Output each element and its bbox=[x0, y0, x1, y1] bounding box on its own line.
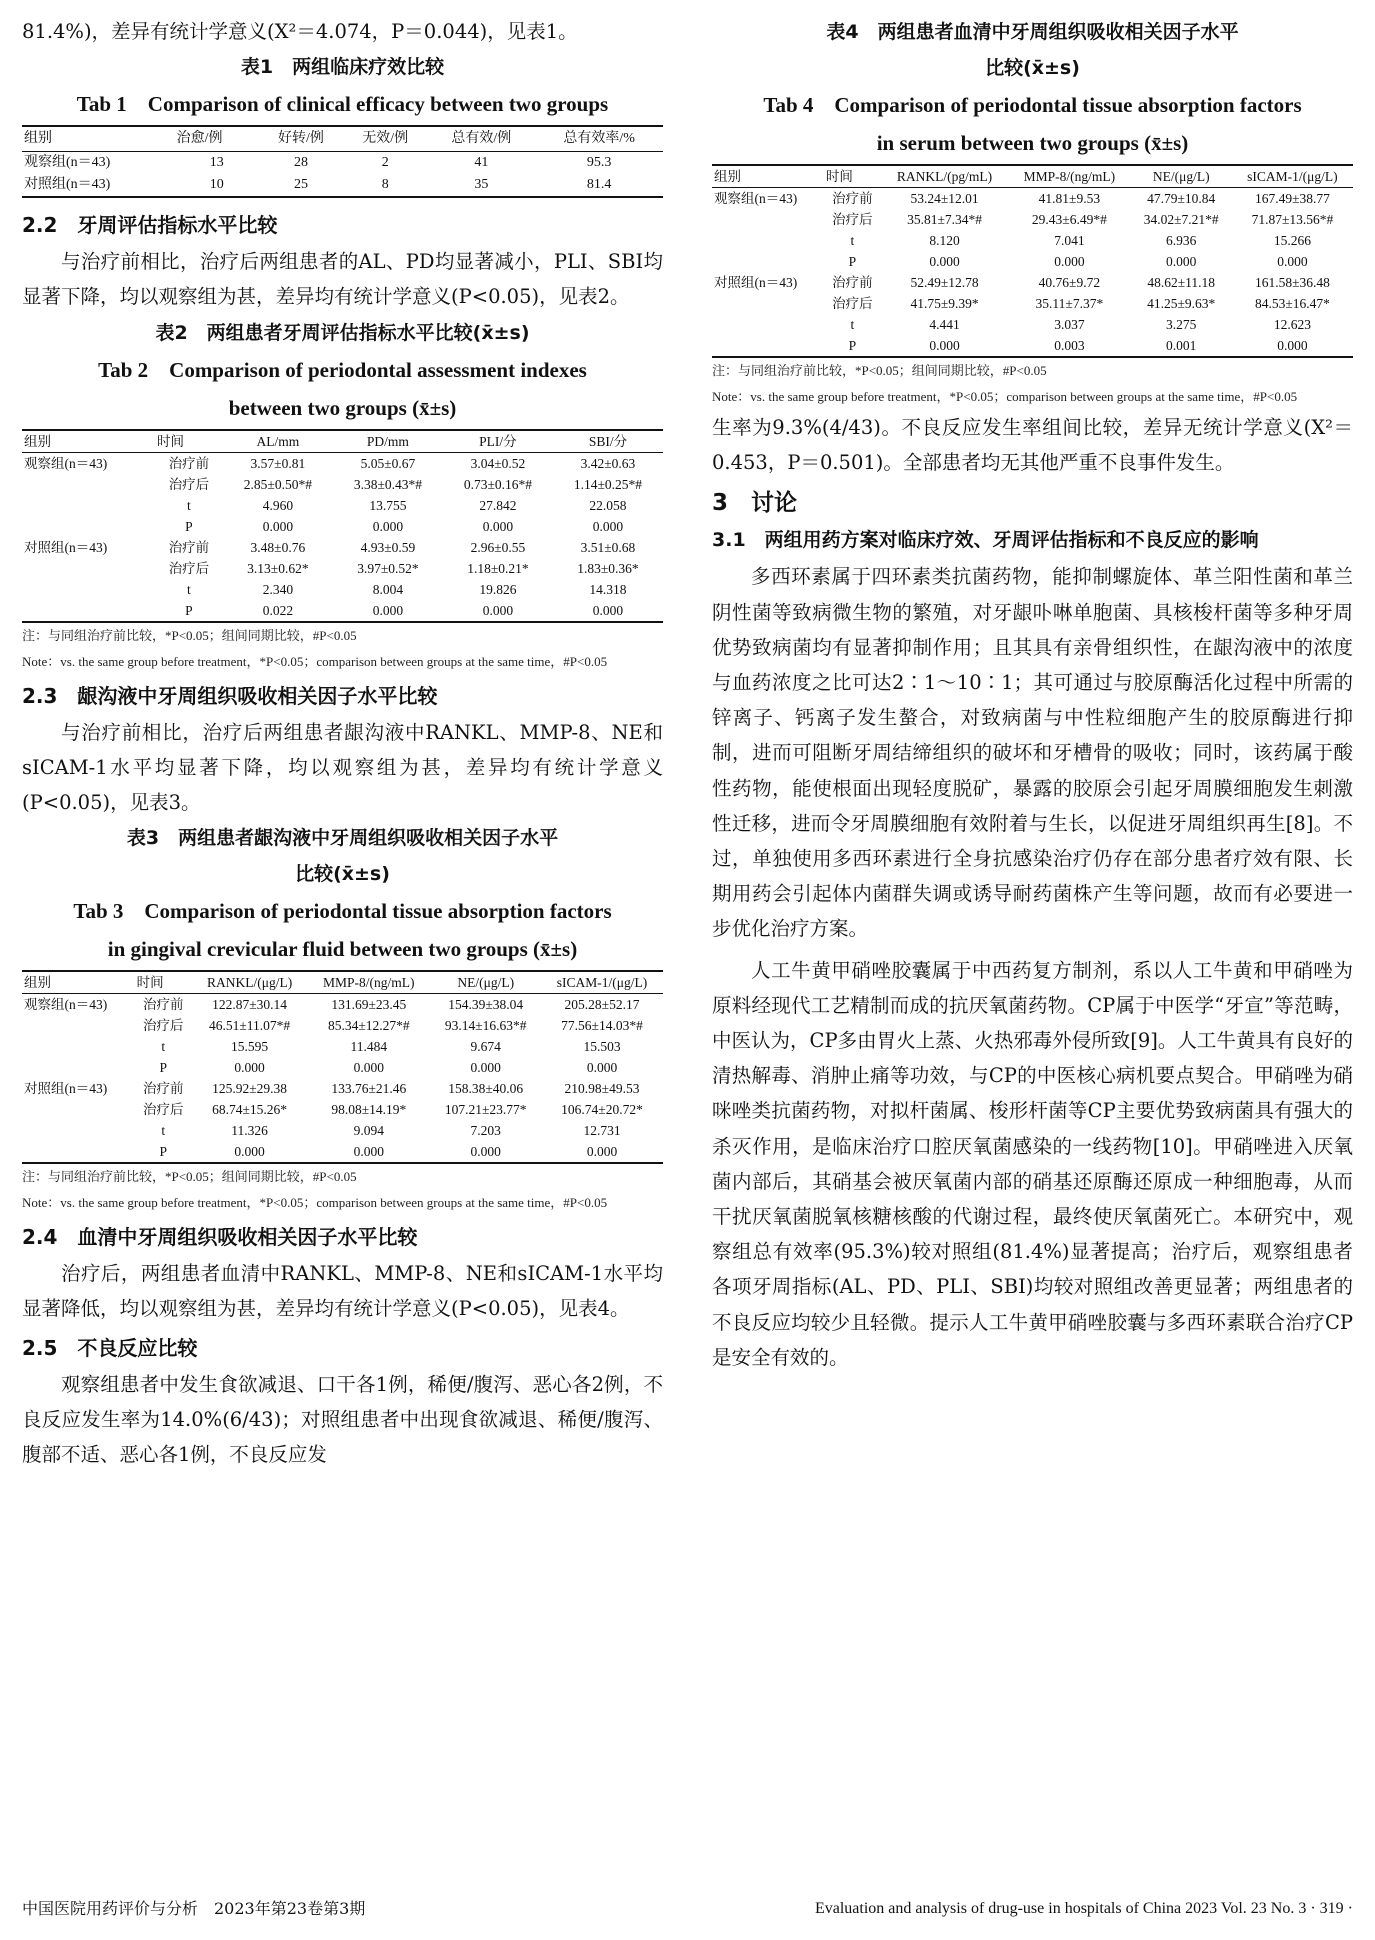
table-cell: 3.04±0.52 bbox=[470, 455, 526, 471]
table-cell: 观察组(n＝43) bbox=[24, 997, 108, 1013]
table-cell: 治疗前 bbox=[832, 191, 873, 206]
section-2-3-text: 与治疗前相比，治疗后两组患者龈沟液中RANKL、MMP-8、NE和sICAM-1水平均显著下降，均以观察组为甚，差异均有统计学意义(P<0.05)，见表3。 bbox=[22, 720, 663, 815]
discussion-paragraph-1: 多西环素属于四环素类抗菌药物，能抑制螺旋体、革兰阳性菌和革兰阴性菌等致病微生物的繁殖，对牙龈卟啉单胞菌、具核梭杆菌等多种牙周优势致病菌均有显著抑制作用；且其具有亲骨组织性，在龈沟液中的浓度与血药浓度之比可达2∶1～10∶1；其可通过与胶原酶活化过程中所需的锌离子、钙离子发生螯合，对致病菌与中性粒细胞产生的胶原酶进行抑制，进而可阻断牙周结缔组织的破坏和牙槽骨的吸收；同时，该药属于酸性药物，能使根面出现轻度脱矿，暴露的胶原会引起牙周膜细胞发生刺激性迁移，进而令牙周膜细胞有效附着与生长，以促进牙周组织再生[8]。不过，单独使用多西环素进行全身抗感染治疗仍存在部分患者疗效有限、长期用药会引起体内菌群失调或诱导耐药菌株产生等问题，故而有必要进一步优化治疗方案。 bbox=[712, 565, 1353, 941]
table-row bbox=[22, 579, 663, 600]
table-cell: 0.000 bbox=[586, 1060, 618, 1076]
table-cell: 41 bbox=[474, 155, 489, 171]
table-cell: 34.02±7.21*# bbox=[1143, 212, 1219, 227]
table-cell bbox=[22, 1015, 135, 1036]
table-cell: 125.92±29.38 bbox=[212, 1081, 288, 1097]
table-cell: 0.000 bbox=[372, 518, 404, 534]
table1-caption-en: Tab 1 Comparison of clinical efficacy between two groups bbox=[76, 92, 609, 117]
table4 bbox=[712, 164, 1353, 358]
table-cell: 治疗前 bbox=[143, 1081, 184, 1097]
table-cell: 治疗后 bbox=[832, 212, 873, 227]
table-row bbox=[22, 1078, 663, 1099]
table-cell: 98.08±14.19* bbox=[331, 1102, 407, 1118]
table-cell: 161.58±36.48 bbox=[1254, 275, 1330, 290]
table-cell: 0.000 bbox=[262, 518, 294, 534]
table3-caption-cn-1: 表3 两组患者龈沟液中牙周组织吸收相关因子水平 bbox=[126, 827, 559, 850]
section-2-2-text: 与治疗前相比，治疗后两组患者的AL、PD均显著减小，PLI、SBI均显著下降，均以观察组为甚，差异均有统计学意义(P<0.05)，见表2。 bbox=[22, 250, 663, 309]
section-2-4-heading: 2.4 血清中牙周组织吸收相关因子水平比较 bbox=[22, 1225, 418, 1250]
table-cell: 0.73±0.16*# bbox=[463, 476, 533, 492]
table3-note-en: Note：vs. the same group before treatment，*P<0.05；comparison between groups at the same time，#P<0.05 bbox=[22, 1195, 608, 1211]
table-cell: 2 bbox=[381, 155, 389, 171]
table-cell: 0.000 bbox=[234, 1060, 265, 1076]
table-header-cell: NE/(μg/L) bbox=[1131, 165, 1232, 188]
table-row bbox=[22, 1099, 663, 1120]
table-cell bbox=[712, 335, 824, 357]
table4-caption-cn-1: 表4 两组患者血清中牙周组织吸收相关因子水平 bbox=[826, 21, 1239, 43]
table-cell: 15.503 bbox=[583, 1039, 621, 1055]
table-cell: 治疗前 bbox=[143, 997, 184, 1013]
table-cell: 对照组(n＝43) bbox=[24, 1081, 108, 1097]
table-cell: 5.05±0.67 bbox=[360, 455, 416, 471]
table-row bbox=[712, 230, 1353, 251]
table-cell: 8.120 bbox=[929, 233, 960, 248]
table-cell: 0.022 bbox=[223, 600, 333, 622]
table-row bbox=[22, 474, 663, 495]
table-cell: 13.755 bbox=[369, 497, 407, 513]
table-header-cell: NE/(μg/L) bbox=[430, 971, 541, 994]
table-cell: P bbox=[159, 1060, 168, 1076]
table-cell: P bbox=[848, 254, 857, 269]
table-cell: 85.34±12.27*# bbox=[327, 1018, 410, 1034]
table-cell: 131.69±23.45 bbox=[331, 997, 407, 1013]
table-header-cell: MMP-8/(ng/mL) bbox=[307, 971, 430, 994]
table-cell: 治疗前 bbox=[832, 275, 873, 290]
table-cell: 48.62±11.18 bbox=[1147, 275, 1216, 290]
table-cell: 93.14±16.63*# bbox=[444, 1018, 527, 1034]
section-3-heading: 3 讨论 bbox=[712, 490, 798, 517]
table-cell: 10 bbox=[175, 174, 259, 197]
continued-text: 生率为9.3%(4/43)。不良反应发生率组间比较，差异无统计学意义(X²＝0.453，P＝0.501)。全部患者均无其他严重不良事件发生。 bbox=[712, 416, 1353, 475]
table-cell: 35.11±7.37* bbox=[1035, 296, 1104, 311]
table4-note-cn: 注：与同组治疗前比较，*P<0.05；组间同期比较，#P<0.05 bbox=[712, 363, 1047, 378]
table3 bbox=[22, 970, 663, 1164]
table-cell: 0.000 bbox=[541, 1141, 663, 1163]
table-cell: 41.25±9.63* bbox=[1147, 296, 1216, 311]
table4-caption-en-2: in serum between two groups (x̄±s) bbox=[876, 131, 1189, 155]
table-cell: t bbox=[161, 1123, 166, 1139]
table-cell: 35 bbox=[427, 174, 535, 197]
table-row bbox=[22, 558, 663, 579]
table3-caption-cn-2: 比较(x̄±s) bbox=[295, 863, 390, 886]
table-header-cell: PLI/分 bbox=[443, 430, 553, 453]
table-row bbox=[712, 335, 1353, 357]
table-cell: 2.85±0.50*# bbox=[243, 476, 312, 492]
table-row bbox=[22, 174, 663, 197]
section-2-3-heading: 2.3 龈沟液中牙周组织吸收相关因子水平比较 bbox=[22, 683, 438, 708]
table-cell: P bbox=[155, 600, 223, 622]
table-cell: 8 bbox=[343, 174, 427, 197]
table3-note-cn: 注：与同组治疗前比较，*P<0.05；组间同期比较，#P<0.05 bbox=[22, 1169, 357, 1185]
table-cell: 71.87±13.56*# bbox=[1251, 212, 1334, 227]
footer-journal-cn: 中国医院用药评价与分析 2023年第23卷第3期 bbox=[22, 1899, 366, 1918]
table3-caption-en-2: in gingival crevicular fluid between two groups (x̄±s) bbox=[107, 937, 578, 962]
right-column bbox=[712, 14, 1353, 1375]
table-row bbox=[712, 272, 1353, 293]
table-row bbox=[22, 152, 663, 175]
table2-note-en: Note：vs. the same group before treatment，*P<0.05；comparison between groups at the same time，#P<0.05 bbox=[22, 653, 608, 669]
table-cell: 6.936 bbox=[1166, 233, 1197, 248]
table-cell: 4.960 bbox=[262, 497, 294, 513]
table-cell: 15.595 bbox=[231, 1039, 269, 1055]
table-cell: 0.000 bbox=[929, 254, 960, 269]
table-cell: 0.000 bbox=[1277, 254, 1308, 269]
table-cell: P bbox=[824, 335, 881, 357]
intro-text: 81.4%)，差异有统计学意义(X²＝4.074，P＝0.044)，见表1。 bbox=[22, 20, 578, 43]
table-row bbox=[712, 251, 1353, 272]
table-header-cell: 时间 bbox=[155, 430, 223, 453]
table2 bbox=[22, 429, 663, 623]
table-cell: 对照组(n＝43) bbox=[22, 174, 175, 197]
table-cell bbox=[22, 1036, 135, 1057]
table-row bbox=[712, 188, 1353, 210]
table-cell: 0.000 bbox=[1232, 335, 1353, 357]
table-row bbox=[22, 1036, 663, 1057]
table-cell: 3.13±0.62* bbox=[247, 560, 309, 576]
table2-note-cn: 注：与同组治疗前比较，*P<0.05；组间同期比较，#P<0.05 bbox=[22, 627, 357, 643]
table-cell: 3.037 bbox=[1054, 317, 1085, 332]
table-cell: P bbox=[185, 518, 193, 534]
table-row bbox=[712, 293, 1353, 314]
table-cell: 1.14±0.25*# bbox=[573, 476, 643, 492]
table-cell: 0.000 bbox=[482, 518, 514, 534]
table-cell: 53.24±12.01 bbox=[910, 191, 979, 206]
table-cell: 1.18±0.21* bbox=[467, 560, 529, 576]
table-cell: 15.266 bbox=[1273, 233, 1311, 248]
table-header-cell: 组别 bbox=[22, 126, 175, 152]
table-cell: 2.340 bbox=[262, 581, 294, 597]
table-cell: 133.76±21.46 bbox=[331, 1081, 407, 1097]
table-cell: 22.058 bbox=[589, 497, 627, 513]
table-cell: 治疗后 bbox=[168, 476, 210, 492]
table-cell: 122.87±30.14 bbox=[212, 997, 288, 1013]
table-cell: 19.826 bbox=[479, 581, 517, 597]
table-cell bbox=[22, 1141, 135, 1163]
table-cell: 29.43±6.49*# bbox=[1031, 212, 1107, 227]
table-header-cell: AL/mm bbox=[223, 430, 333, 453]
table-cell bbox=[22, 1120, 135, 1141]
section-2-2-heading: 2.2 牙周评估指标水平比较 bbox=[22, 213, 278, 238]
table-cell: 95.3 bbox=[586, 155, 612, 171]
discussion-paragraph-2: 人工牛黄甲硝唑胶囊属于中西药复方制剂，系以人工牛黄和甲硝唑为原料经现代工艺精制而成的抗厌氧菌药物。CP属于中医学“牙宣”等范畴，中医认为，CP多由胃火上蒸、火热邪毒外侵所致[9]。人工牛黄具有良好的清热解毒、消肿止痛等功效，与CP的中医核心病机要点契合。甲硝唑为硝咪唑类抗菌药物，对拟杆菌属、梭形杆菌等CP主要优势致病菌具有强大的杀灭作用，是临床治疗口腔厌氧菌感染的一线药物[10]。甲硝唑进入厌氧菌内部后，其硝基会被厌氧菌内部的硝基还原酶还原成一种细胞毒，从而干扰厌氧菌脱氧核糖核酸的代谢过程，最终使厌氧菌死亡。本研究中，观察组总有效率(95.3%)较对照组(81.4%)显著提高；治疗后，观察组患者各项牙周指标(AL、PD、PLI、SBI)均较对照组改善更显著；两组患者的不良反应均较少且轻微。提示人工牛黄甲硝唑胶囊与多西环素联合治疗CP是安全有效的。 bbox=[712, 958, 1353, 1369]
table-cell: 2.96±0.55 bbox=[470, 539, 526, 555]
table-cell: 对照组(n＝43) bbox=[714, 275, 798, 290]
table-header-cell: 组别 bbox=[22, 971, 135, 994]
table-header-cell: 好转/例 bbox=[259, 126, 343, 152]
table-row bbox=[22, 495, 663, 516]
table-cell bbox=[712, 314, 824, 335]
table-cell: 40.76±9.72 bbox=[1038, 275, 1101, 290]
table-cell: 27.842 bbox=[479, 497, 517, 513]
table-row bbox=[22, 1057, 663, 1078]
table-cell: 84.53±16.47* bbox=[1254, 296, 1330, 311]
table-header-cell: 时间 bbox=[824, 165, 881, 188]
table2-caption-en-1: Tab 2 Comparison of periodontal assessment indexes bbox=[98, 357, 587, 382]
table-cell: t bbox=[187, 497, 191, 513]
table-cell: 52.49±12.78 bbox=[910, 275, 979, 290]
table-cell: P bbox=[135, 1141, 192, 1163]
table-header-cell: 总有效/例 bbox=[427, 126, 535, 152]
table1-caption-cn: 表1 两组临床疗效比较 bbox=[240, 56, 445, 79]
table-cell: 治疗前 bbox=[168, 539, 210, 555]
table-row bbox=[22, 537, 663, 558]
table-cell: 0.000 bbox=[592, 518, 624, 534]
table-cell: 对照组(n＝43) bbox=[24, 539, 108, 555]
table-cell bbox=[22, 474, 155, 495]
table-cell: 3.97±0.52* bbox=[357, 560, 419, 576]
table-cell: 11.484 bbox=[350, 1039, 388, 1055]
table-cell: 7.041 bbox=[1054, 233, 1085, 248]
table-cell: 0.000 bbox=[333, 600, 443, 622]
table-cell: 4.93±0.59 bbox=[360, 539, 416, 555]
table-header-cell: 组别 bbox=[22, 430, 155, 453]
table-cell bbox=[712, 251, 824, 272]
table-header-cell: PD/mm bbox=[333, 430, 443, 453]
table-row bbox=[22, 516, 663, 537]
table2-caption-cn: 表2 两组患者牙周评估指标水平比较(x̄±s) bbox=[155, 321, 530, 344]
table-cell: 0.000 bbox=[192, 1141, 307, 1163]
table-cell bbox=[22, 579, 155, 600]
table-cell: 观察组(n＝43) bbox=[24, 455, 108, 471]
table-cell: 7.203 bbox=[470, 1123, 501, 1139]
table-cell: 治疗前 bbox=[168, 455, 210, 471]
table-header-cell: 组别 bbox=[712, 165, 824, 188]
section-2-4-text: 治疗后，两组患者血清中RANKL、MMP-8、NE和sICAM-1水平均显著降低，均以观察组为甚，差异均有统计学意义(P<0.05)，见表4。 bbox=[22, 1262, 663, 1321]
table-cell: 0.000 bbox=[353, 1060, 384, 1076]
table-cell: 107.21±23.77* bbox=[444, 1102, 527, 1118]
table-cell: 0.000 bbox=[430, 1141, 541, 1163]
table-cell: 3.42±0.63 bbox=[580, 455, 636, 471]
table-cell bbox=[22, 1057, 135, 1078]
table-cell: 25 bbox=[259, 174, 343, 197]
table-cell: 0.000 bbox=[1054, 254, 1085, 269]
table-cell: 0.001 bbox=[1131, 335, 1232, 357]
table-cell: 14.318 bbox=[589, 581, 627, 597]
table4-note-en: Note：vs. the same group before treatment，*P<0.05；comparison between groups at the same time，#P<0.05 bbox=[712, 389, 1298, 404]
table-cell: 3.275 bbox=[1166, 317, 1197, 332]
table-cell: 41.81±9.53 bbox=[1038, 191, 1101, 206]
table-cell bbox=[22, 558, 155, 579]
table-header-cell: 无效/例 bbox=[343, 126, 427, 152]
table-cell: 13 bbox=[209, 155, 224, 171]
table-cell: 0.000 bbox=[307, 1141, 430, 1163]
table-cell bbox=[712, 293, 824, 314]
table-cell: 4.441 bbox=[929, 317, 960, 332]
table-cell: 1.83±0.36* bbox=[577, 560, 639, 576]
left-column bbox=[22, 14, 663, 1472]
table-cell: 28 bbox=[293, 155, 308, 171]
table-cell: 68.74±15.26* bbox=[212, 1102, 288, 1118]
table-header-cell: 时间 bbox=[135, 971, 192, 994]
table-cell: 8.004 bbox=[372, 581, 404, 597]
table-cell: 158.38±40.06 bbox=[448, 1081, 524, 1097]
table-cell bbox=[22, 1099, 135, 1120]
table-cell: 12.623 bbox=[1273, 317, 1311, 332]
table-header-cell: MMP-8/(ng/mL) bbox=[1008, 165, 1130, 188]
table-cell: t bbox=[850, 233, 855, 248]
table-cell: 0.000 bbox=[881, 335, 1008, 357]
table-cell: 治疗后 bbox=[143, 1102, 184, 1118]
section-3-1-heading: 3.1 两组用药方案对临床疗效、牙周评估指标和不良反应的影响 bbox=[712, 529, 1259, 552]
table-cell: 9.094 bbox=[353, 1123, 384, 1139]
table-cell: 11.326 bbox=[231, 1123, 268, 1139]
table-header-cell: SBI/分 bbox=[553, 430, 663, 453]
table-cell: 3.38±0.43*# bbox=[353, 476, 422, 492]
table-cell: 41.75±9.39* bbox=[910, 296, 979, 311]
table-cell: 观察组(n＝43) bbox=[714, 191, 798, 206]
table-row bbox=[22, 994, 663, 1016]
table-cell: 77.56±14.03*# bbox=[561, 1018, 643, 1034]
table-cell bbox=[22, 495, 155, 516]
table-cell: 观察组(n＝43) bbox=[24, 155, 111, 171]
table-cell: 154.39±38.04 bbox=[448, 997, 524, 1013]
table-header-cell: 总有效率/% bbox=[535, 126, 663, 152]
table3-caption-en-1: Tab 3 Comparison of periodontal tissue absorption factors bbox=[73, 899, 612, 924]
table-row bbox=[22, 452, 663, 474]
table-cell: 治疗后 bbox=[832, 296, 873, 311]
table-row bbox=[22, 600, 663, 622]
table-row bbox=[712, 209, 1353, 230]
table-row bbox=[712, 314, 1353, 335]
table-header-cell: RANKL/(pg/mL) bbox=[881, 165, 1008, 188]
table-cell: 0.003 bbox=[1008, 335, 1130, 357]
section-2-5-heading: 2.5 不良反应比较 bbox=[22, 1335, 198, 1360]
table4-caption-cn-2: 比较(x̄±s) bbox=[985, 57, 1080, 79]
table-cell: t bbox=[161, 1039, 166, 1055]
table-cell: 0.000 bbox=[470, 1060, 501, 1076]
section-2-5-text: 观察组患者中发生食欲减退、口干各1例，稀便/腹泻、恶心各2例，不良反应发生率为14.0%(6/43)；对照组患者中出现食欲减退、稀便/腹泻、腹部不适、恶心各1例，不良反应发 bbox=[22, 1372, 663, 1467]
table-cell: 3.48±0.76 bbox=[250, 539, 306, 555]
table-cell: 46.51±11.07*# bbox=[209, 1018, 291, 1034]
table-header-cell: sICAM-1/(μg/L) bbox=[541, 971, 663, 994]
table-cell: 9.674 bbox=[470, 1039, 501, 1055]
table-cell: 106.74±20.72* bbox=[561, 1102, 643, 1118]
table-cell: 0.000 bbox=[1166, 254, 1197, 269]
table-cell: 47.79±10.84 bbox=[1147, 191, 1216, 206]
table-cell: 81.4 bbox=[535, 174, 663, 197]
table-cell: 35.81±7.34*# bbox=[907, 212, 982, 227]
table-header-cell: 治愈/例 bbox=[175, 126, 259, 152]
table-cell bbox=[22, 600, 155, 622]
table-header-cell: RANKL/(μg/L) bbox=[192, 971, 307, 994]
table-cell: 0.000 bbox=[553, 600, 663, 622]
table1 bbox=[22, 125, 663, 198]
table-cell bbox=[22, 516, 155, 537]
table-cell bbox=[712, 209, 824, 230]
table4-caption-en-1: Tab 4 Comparison of periodontal tissue absorption factors bbox=[763, 93, 1302, 117]
table-cell: 205.28±52.17 bbox=[564, 997, 640, 1013]
table2-caption-en-2: between two groups (x̄±s) bbox=[228, 395, 457, 420]
table-cell: t bbox=[850, 317, 855, 332]
table-cell: 3.57±0.81 bbox=[250, 455, 306, 471]
footer-journal-en: Evaluation and analysis of drug-use in hospitals of China 2023 Vol. 23 No. 3 · 319 · bbox=[814, 1900, 1353, 1917]
table-header-cell: sICAM-1/(μg/L) bbox=[1232, 165, 1353, 188]
table-cell: 3.51±0.68 bbox=[580, 539, 636, 555]
table-row bbox=[22, 1015, 663, 1036]
table-cell: 治疗后 bbox=[143, 1018, 184, 1034]
table-cell: 12.731 bbox=[583, 1123, 621, 1139]
table-row bbox=[22, 1141, 663, 1163]
table-cell: t bbox=[187, 581, 191, 597]
table-cell: 167.49±38.77 bbox=[1254, 191, 1330, 206]
table-cell: 0.000 bbox=[443, 600, 553, 622]
table-cell: 210.98±49.53 bbox=[564, 1081, 640, 1097]
table-row bbox=[22, 1120, 663, 1141]
table-cell: 治疗后 bbox=[168, 560, 210, 576]
table-cell bbox=[712, 230, 824, 251]
